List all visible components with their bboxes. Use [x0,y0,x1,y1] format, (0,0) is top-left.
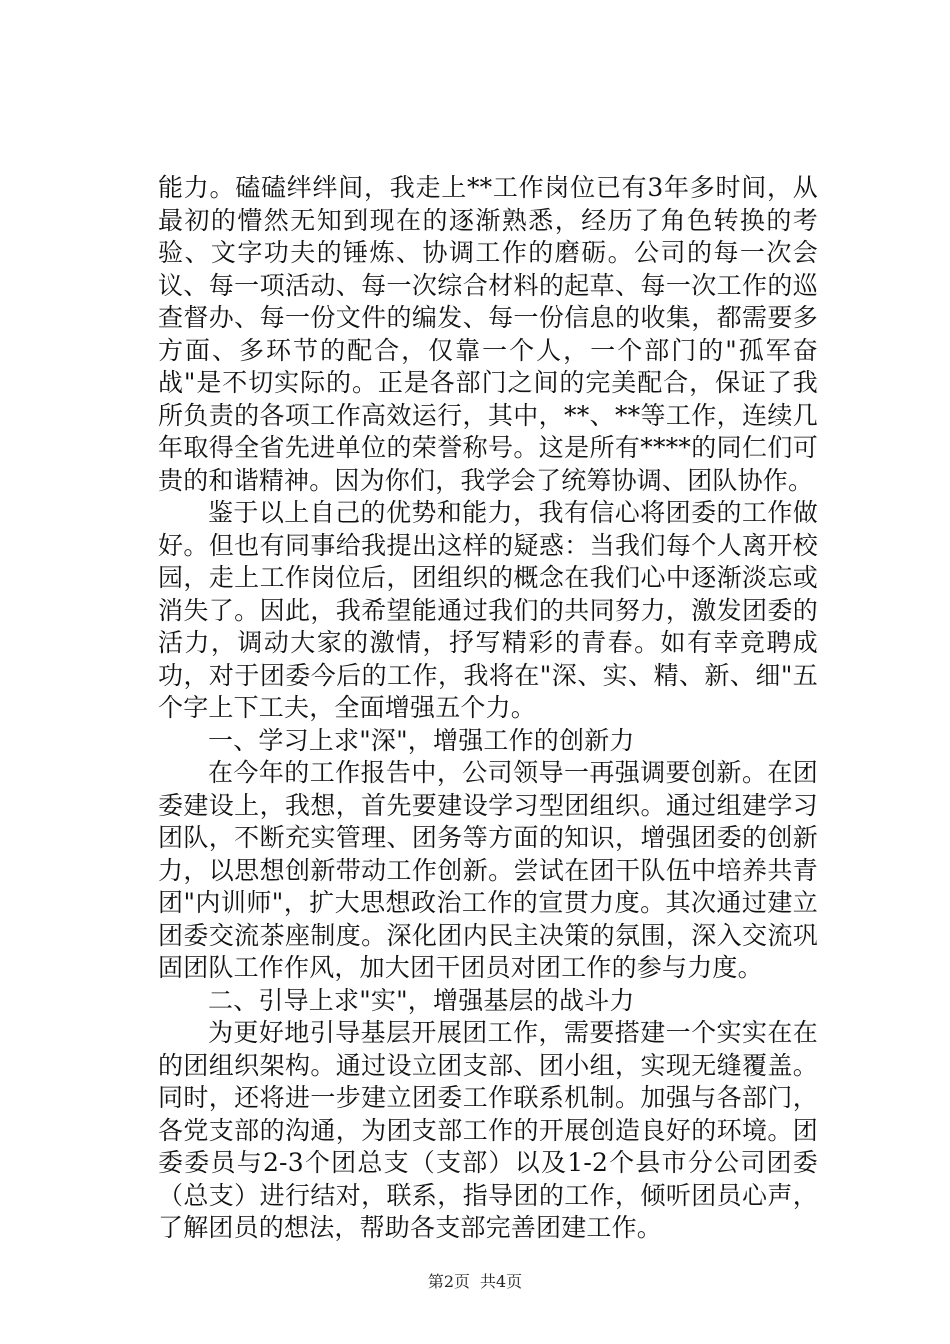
section-heading-2: 二、引导上求"实"，增强基层的战斗力 [208,985,635,1015]
paragraph-continued: 能力。磕磕绊绊间，我走上**工作岗位已有3年多时间，从最初的懵然无知到现在的逐渐熟悉，经历了角色转换的考验、文字功夫的锤炼、协调工作的磨砺。公司的每一次会议、每一项活动、每一次综合材料的起草、每一次工作的巡查督办、每一份文件的编发、每一份信息的收集，都需要多方面、多环节的配合，仅靠一个人，一个部门的"孤军奋战"是不切实际的。正是各部门之间的完美配合，保证了我所负责的各项工作高效运行，其中，**、**等工作，连续几年取得全省先进单位的荣誉称号。这是所有****的同仁们可贵的和谐精神。因为你们，我学会了统筹协调、团队协作。 [158,173,818,495]
paragraph-confidence: 鉴于以上自己的优势和能力，我有信心将团委的工作做好。但也有同事给我提出这样的疑惑：当我们每个人离开校园，走上工作岗位后，团组织的概念在我们心中逐渐淡忘或消失了。因此，我希望能通过我们的共同努力，激发团委的活力，调动大家的激情，抒写精彩的青春。如有幸竞聘成功，对于团委今后的工作，我将在"深、实、精、新、细"五个字上下工夫，全面增强五个力。 [158,498,818,722]
paragraph-innovation: 在今年的工作报告中，公司领导一再强调要创新。在团委建设上，我想，首先要建设学习型团组织。通过组建学习团队，不断充实管理、团务等方面的知识，增强团委的创新力，以思想创新带动工作创新。尝试在团干队伍中培养共青团"内训师"，扩大思想政治工作的宣贯力度。其次通过建立团委交流茶座制度。深化团内民主决策的氛围，深入交流巩固团队工作作风，加大团干团员对团工作的参与力度。 [158,758,818,982]
page-footer [0,1272,950,1292]
paragraph-grassroots: 为更好地引导基层开展团工作，需要搭建一个实实在在的团组织架构。通过设立团支部、团小组，实现无缝覆盖。同时，还将进一步建立团委工作联系机制。加强与各部门，各党支部的沟通，为团支部工作的开展创造良好的环境。团委委员与2-3个团总支（支部）以及1-2个县市分公司团委（总支）进行结对，联系，指导团的工作，倾听团员心声，了解团员的想法，帮助各支部完善团建工作。 [158,1018,818,1242]
page-total: 共4页 [480,1272,523,1291]
page-number: 第2页 [427,1272,470,1291]
document-body [158,172,818,1245]
section-heading-1: 一、学习上求"深"，增强工作的创新力 [208,725,635,755]
